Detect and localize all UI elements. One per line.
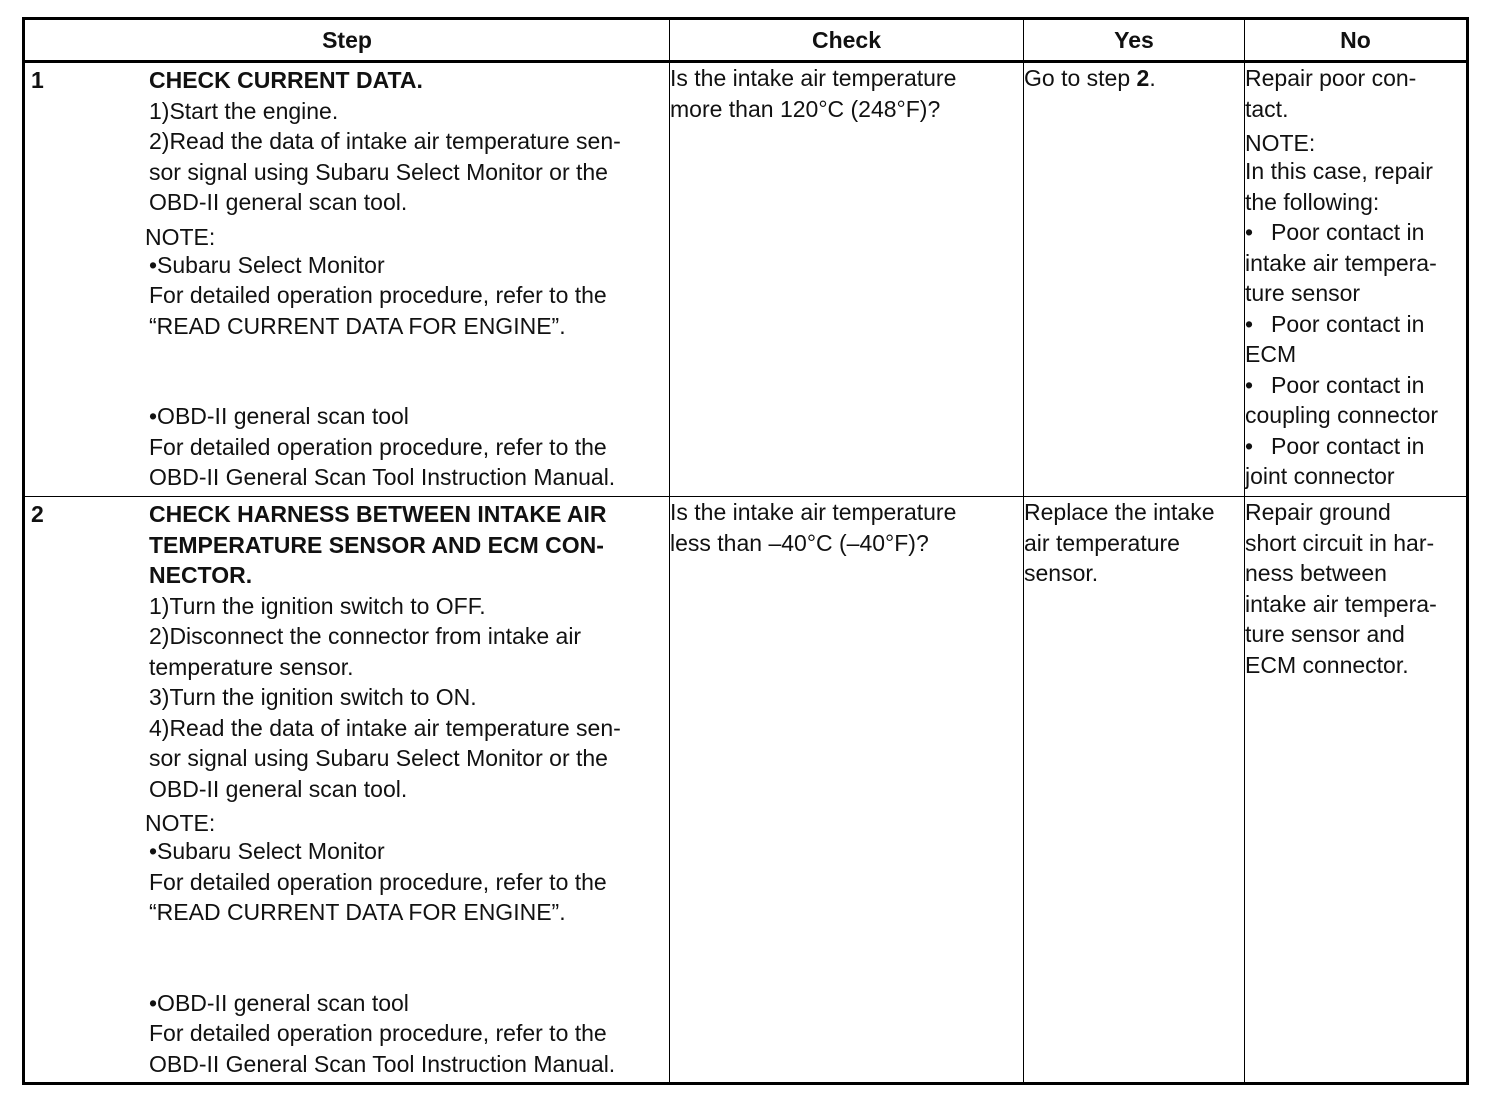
bullet-dot: • — [1245, 432, 1254, 459]
note-line: For detailed operation procedure, refer to the — [149, 1020, 607, 1046]
note-line: •Subaru Select Monitor — [149, 838, 385, 864]
header-yes: Yes — [1024, 19, 1245, 62]
no-cell — [1245, 497, 1468, 1084]
check-line: Is the intake air temperature — [670, 65, 957, 91]
yes-suffix: . — [1149, 65, 1156, 91]
check-cell — [670, 62, 1024, 497]
note-line: For detailed operation procedure, refer to the — [149, 433, 607, 460]
note-line: For detailed operation procedure, refer to the — [149, 868, 607, 895]
instruction-line: sor signal using Subaru Select Monitor or the — [149, 745, 608, 771]
table-row — [24, 62, 1468, 497]
instruction-line: 4)Read the data of intake air temperature sen- — [149, 714, 621, 741]
note-line: •OBD-II general scan tool — [149, 403, 409, 429]
no-bullet-item: • Poor contact in — [1245, 309, 1466, 340]
no-bullet-continuation: ture sensor — [1245, 280, 1361, 306]
instruction-line: 3)Turn the ignition switch to ON. — [149, 684, 477, 710]
yes-text: Go to step — [1024, 65, 1137, 91]
step-number: 1 — [31, 67, 44, 93]
diagnostic-procedure-table — [22, 17, 1469, 1085]
check-cell — [670, 497, 1024, 1084]
step-cell — [24, 62, 670, 497]
yes-step-ref: 2 — [1136, 65, 1150, 91]
step-title-line: TEMPERATURE SENSOR AND ECM CON- — [149, 531, 604, 558]
check-line: Is the intake air temperature — [670, 499, 957, 525]
header-no: No — [1245, 19, 1468, 62]
no-line: Repair ground — [1245, 499, 1391, 525]
instruction-line: 2)Disconnect the connector from intake air — [149, 623, 582, 649]
table-header-row — [24, 19, 1468, 62]
bullet-dot: • — [1245, 219, 1254, 245]
no-bullet-continuation: ECM — [1245, 341, 1297, 367]
note-label: NOTE: — [145, 223, 216, 250]
note-line: For detailed operation procedure, refer to the — [149, 282, 607, 308]
header-step: Step — [24, 19, 670, 62]
step-title-line: CHECK HARNESS BETWEEN INTAKE AIR — [149, 501, 607, 527]
yes-line: Replace the intake — [1024, 499, 1215, 525]
note-label: NOTE: — [145, 810, 216, 836]
instruction-line: OBD-II general scan tool. — [149, 775, 408, 802]
step-title: CHECK CURRENT DATA. — [149, 67, 423, 93]
no-line: tact. — [1245, 95, 1289, 122]
no-bullet-continuation: intake air tempera- — [1245, 249, 1437, 276]
instruction-line: OBD-II general scan tool. — [149, 189, 408, 215]
yes-cell — [1024, 497, 1245, 1084]
no-line: Repair poor con- — [1245, 65, 1417, 91]
note-line: •OBD-II general scan tool — [149, 989, 409, 1016]
no-line: ture sensor and — [1245, 621, 1405, 647]
step-number: 2 — [31, 501, 44, 527]
yes-line: air temperature — [1024, 529, 1180, 556]
no-bullet-item: • Poor contact in — [1245, 370, 1466, 401]
no-line: ECM connector. — [1245, 651, 1409, 678]
header-check: Check — [670, 19, 1024, 62]
instruction-line: 1)Turn the ignition switch to OFF. — [149, 592, 486, 619]
no-note-line: the following: — [1245, 188, 1380, 215]
yes-cell — [1024, 62, 1245, 497]
note-line: “READ CURRENT DATA FOR ENGINE”. — [149, 312, 566, 339]
note-line: OBD-II General Scan Tool Instruction Manual. — [149, 464, 616, 490]
yes-line: sensor. — [1024, 560, 1099, 586]
table-row — [24, 497, 1468, 1084]
no-note-line: In this case, repair — [1245, 158, 1433, 184]
no-bullet-continuation: coupling connector — [1245, 402, 1439, 428]
instruction-line: 2)Read the data of intake air temperature sen- — [149, 128, 621, 154]
note-line: •Subaru Select Monitor — [149, 251, 385, 278]
no-bullet-continuation: joint connector — [1245, 463, 1395, 489]
no-bullet-item: • Poor contact in — [1245, 431, 1466, 462]
no-line: intake air tempera- — [1245, 590, 1437, 617]
no-cell — [1245, 62, 1468, 497]
instruction-line: sor signal using Subaru Select Monitor or the — [149, 158, 608, 185]
note-line: “READ CURRENT DATA FOR ENGINE”. — [149, 899, 566, 925]
check-line: more than 120°C (248°F)? — [670, 95, 941, 122]
bullet-dot: • — [1245, 371, 1254, 398]
step-cell — [24, 497, 670, 1084]
no-line: short circuit in har- — [1245, 529, 1435, 556]
bullet-dot: • — [1245, 310, 1254, 337]
no-bullet-item: • Poor contact in — [1245, 217, 1466, 248]
no-line: ness between — [1245, 560, 1387, 586]
check-line: less than –40°C (–40°F)? — [670, 529, 929, 556]
note-line: OBD-II General Scan Tool Instruction Manual. — [149, 1050, 616, 1077]
no-note-label: NOTE: — [1245, 130, 1316, 156]
instruction-line: temperature sensor. — [149, 653, 354, 680]
instruction-line: 1)Start the engine. — [149, 97, 339, 124]
step-body — [145, 63, 669, 493]
step-body — [145, 497, 669, 1079]
step-title-line: NECTOR. — [149, 562, 253, 588]
